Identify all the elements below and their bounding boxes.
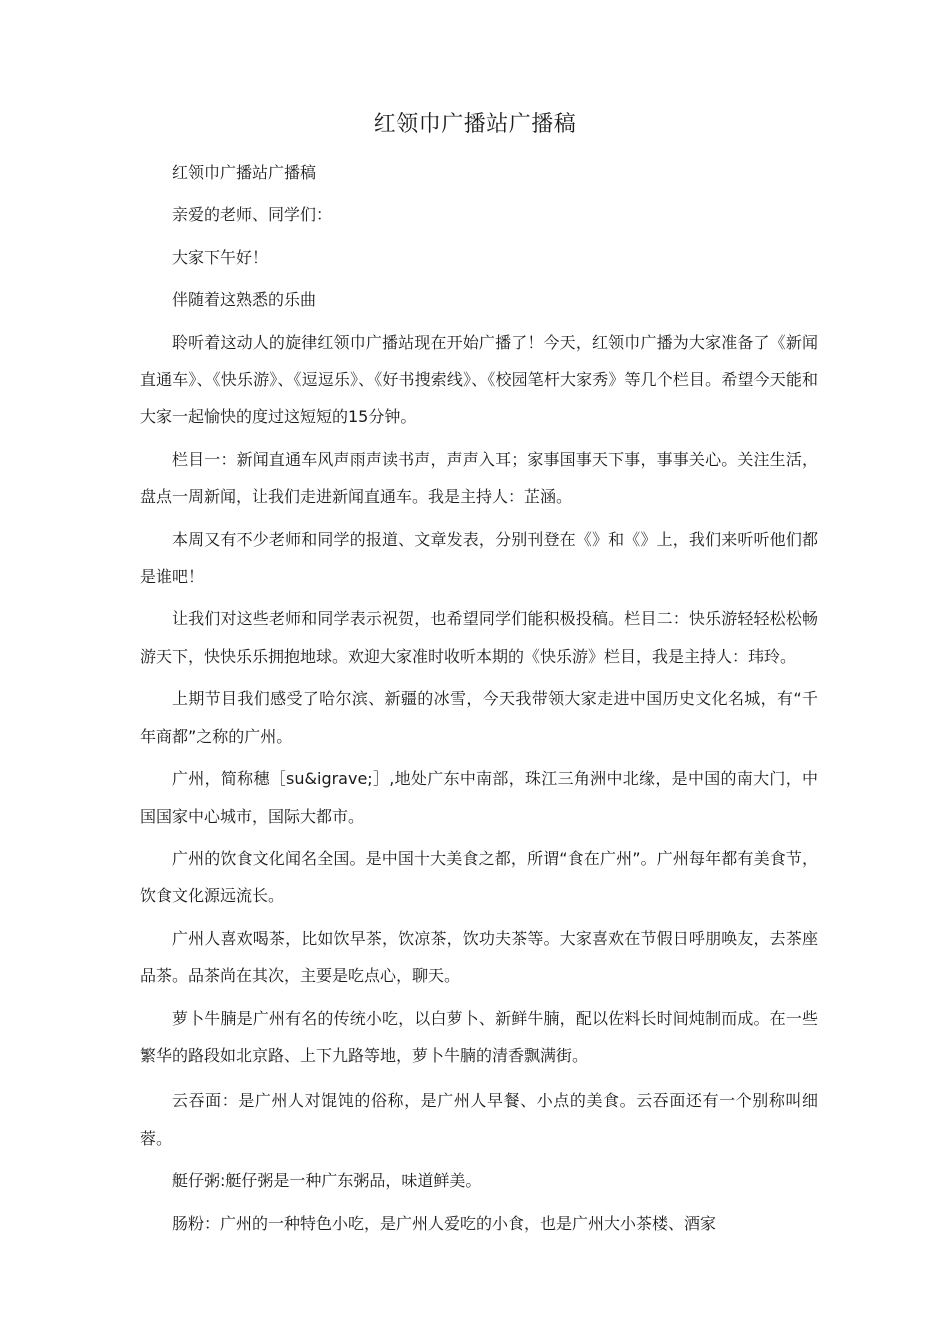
paragraph-music: 伴随着这熟悉的乐曲 [172,290,317,310]
paragraph-travel-column: 让我们对这些老师和同学表示祝贺，也希望同学们能积极投稿。栏目二：快乐游轻轻松松畅游天下，快快乐乐拥抱地球。欢迎大家准时收听本期的《快乐游》栏目，我是主持人：玮玲。 [140,609,818,666]
paragraph-greeting: 亲爱的老师、同学们： [172,205,333,225]
paragraph-beef-radish: 萝卜牛腩是广州有名的传统小吃，以白萝卜、新鲜牛腩，配以佐料长时间炖制而成。在一些繁华的路段如北京路、上下九路等地，萝卜牛腩的清香飘满街。 [140,1008,818,1065]
paragraph-good-afternoon: 大家下午好！ [172,247,269,267]
paragraph-guangzhou-location: 广州，简称穗［su&igrave;］,地处广东中南部，珠江三角洲中北缘，是中国的南大门，中国国家中心城市，国际大都市。 [140,769,818,826]
paragraph-boat-congee: 艇仔粥:艇仔粥是一种广东粥品，味道鲜美。 [172,1171,482,1191]
paragraph-heading: 红领巾广播站广播稿 [172,163,317,182]
document-title: 红领巾广播站广播稿 [373,112,577,137]
paragraph-news-column: 栏目一：新闻直通车风声雨声读书声，声声入耳；家事国事天下事，事事关心。关注生活，盘点一周新闻，让我们走进新闻直通车。我是主持人：芷涵。 [140,449,818,507]
paragraph-rice-rolls: 肠粉：广州的一种特色小吃，是广州人爱吃的小食，也是广州大小茶楼、酒家 [172,1213,717,1233]
paragraph-reports: 本周又有不少老师和同学的报道、文章发表，分别刊登在《》和《》上，我们来听听他们都是谁吧！ [140,529,818,587]
paragraph-tea: 广州人喜欢喝茶，比如饮早茶，饮凉茶，饮功夫茶等。大家喜欢在节假日呼朋唤友，去茶座品茶。品茶尚在其次，主要是吃点心，聊天。 [140,928,818,986]
paragraph-guangzhou-intro: 上期节目我们感受了哈尔滨、新疆的冰雪，今天我带领大家走进中国历史文化名城，有“千年商都”之称的广州。 [140,689,818,746]
document-body [140,154,818,1247]
paragraph-wonton-noodles: 云吞面：是广州人对馄饨的俗称，是广州人早餐、小点的美食。云吞面还有一个别称叫细蓉。 [140,1091,818,1148]
paragraph-food-culture: 广州的饮食文化闻名全国。是中国十大美食之都，所谓“食在广州”。广州每年都有美食节，饮食文化源远流长。 [140,848,818,906]
paragraph-intro: 聆听着这动人的旋律红领巾广播站现在开始广播了！今天，红领巾广播为大家准备了《新闻直通车》、《快乐游》、《逗逗乐》、《好书搜索线》、《校园笔杆大家秀》等几个栏目。希望今天能和大家一起愉快的度过这短短的15分钟。 [140,332,818,427]
